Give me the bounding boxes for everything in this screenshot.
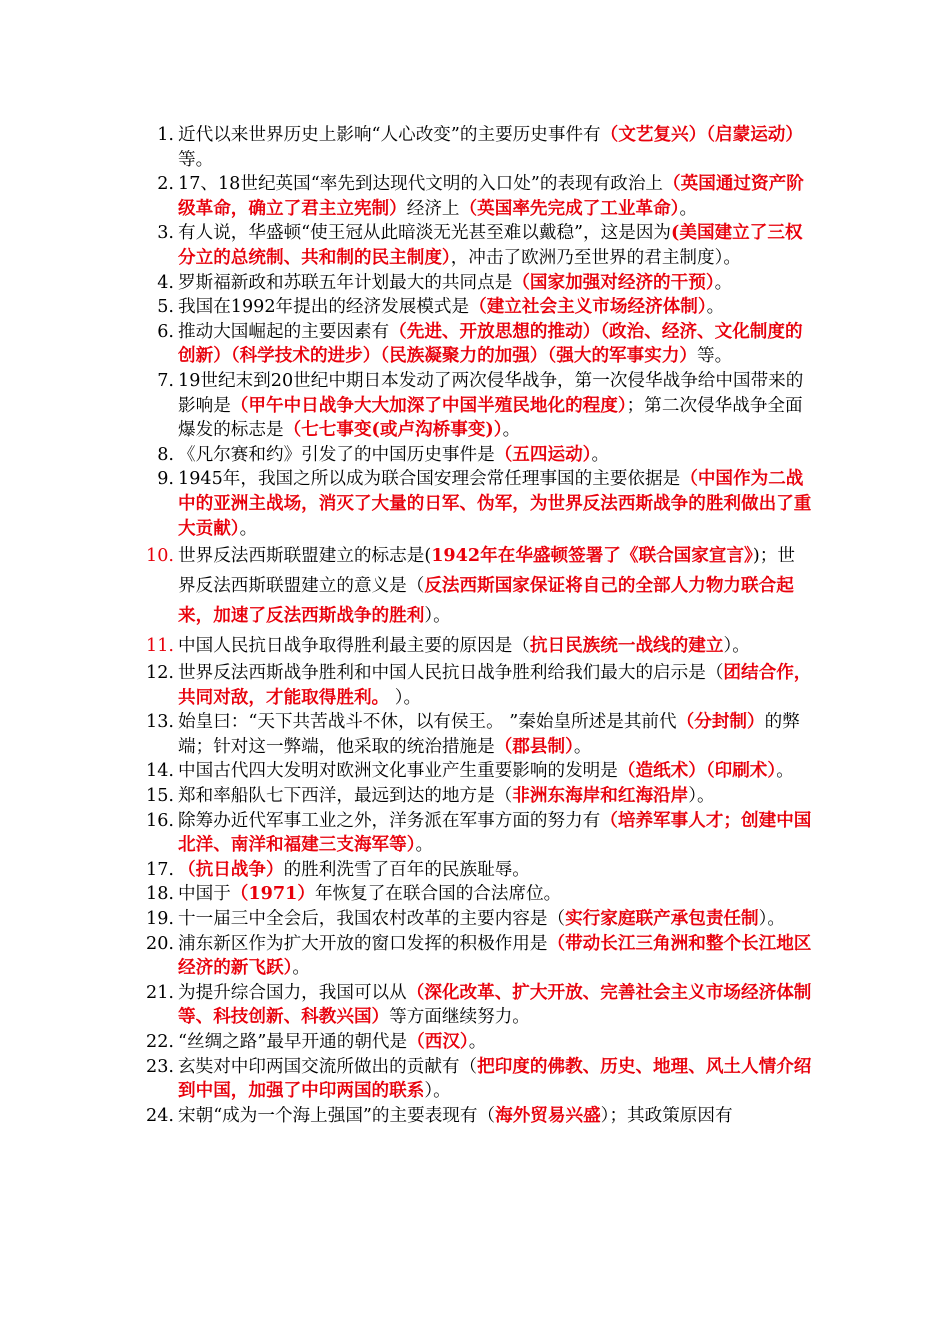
list-item [140,172,812,221]
question-text: 玄奘对中印两国交流所做出的贡献有（ [178,1056,478,1077]
answer-text: （造纸术）（印刷术） [617,760,777,782]
question-text: ）。 [424,1081,451,1102]
item-text [178,761,794,781]
answer-text: (美国建立了三权分立的总统制、共和制的民主制度） [178,222,803,268]
question-text: 。 [776,761,794,782]
item-number: 20. [146,933,174,954]
question-text: ）；其政策原因有 [600,1105,733,1126]
question-text: 除筹办近代军事工业之外，洋务派在军事方面的努力有 [178,810,601,831]
list-item [140,271,812,296]
item-number: 23. [146,1056,174,1077]
list-item [140,369,812,443]
answer-text: （培养军事人才；创建中国北洋、南洋和福建三支海军等） [178,809,812,856]
item-text [178,786,715,806]
answer-text: 抗日民族统一战线的建立 [529,635,724,657]
item-text [178,125,803,170]
item-number: 10. [146,546,174,567]
answer-text: 海外贸易兴盛 [495,1104,601,1126]
answer-text: （抗日战争） [178,858,284,880]
question-text: 的弊端；针对这一弊端，他采取的统治措施是 [178,712,800,757]
answer-text: （国家加强对经济的干预） [512,271,715,293]
item-text [178,712,800,757]
question-text: 宋朝“成为一个海上强国”的主要表现有（ [178,1105,496,1126]
question-text: 我国在1992年提出的经济发展模式是 [178,297,470,318]
question-text: 等。 [178,149,214,170]
question-text: 世界反法西斯战争胜利和中国人民抗日战争胜利给我们最大的启示是（ [178,663,724,684]
answer-text: 把印度的佛教、历史、地理、风土人情介绍到中国，加强了中印两国的联系 [178,1055,812,1102]
item-text [178,811,811,856]
question-text: ，冲击了欧洲乃至世界的君主制度）。 [450,247,741,268]
item-number: 5. [157,297,174,318]
answer-text: 非洲东海岸和红海沿岸 [512,785,689,807]
list-item [140,443,812,468]
item-text [178,174,804,219]
question-text: ）。 [424,606,451,627]
list-item [140,123,812,172]
question-text: 的胜利洗雪了百年的民族耻辱。 [283,859,530,880]
question-text: 等方面继续努力。 [389,1007,530,1028]
item-text [178,546,795,626]
question-text: 1945年，我国之所以成为联合国安理会常任理事国的主要依据是 [178,469,681,490]
question-text: ）。 [688,786,715,807]
item-text [178,469,811,538]
list-item [140,631,812,661]
list-item [140,784,812,809]
item-number: 11. [146,636,174,657]
item-number: 3. [157,223,174,244]
question-text: 17、18世纪英国“率先到达现代文明的入口处”的表现有政治上 [178,174,664,195]
question-text: 。 [468,1032,487,1052]
item-text [178,663,811,708]
item-number: 8. [157,444,174,465]
answer-text: 反法西斯国家保证将自己的全部人力物力联合起来，加速了反法西斯战争的胜利 [178,575,794,627]
item-number: 19. [146,909,174,930]
answer-text: （文艺复兴）（启蒙运动） [600,124,803,145]
item-text [178,1057,811,1102]
item-text [178,297,724,317]
question-text: 罗斯福新政和苏联五年计划最大的共同点是 [178,272,513,293]
item-number: 15. [146,786,174,807]
answer-text: （建立社会主义市场经济体制） [469,296,707,318]
question-text: 中国人民抗日战争取得胜利最主要的原因是（ [178,636,530,657]
item-text [178,934,811,979]
item-text [178,273,732,293]
question-text: “丝绸之路”最早开通的朝代是 [178,1032,408,1052]
question-text: 。 [239,518,258,539]
item-number: 21. [146,982,174,1003]
answer-text: （带动长江三角洲和整个长江地区经济的新飞跃） [178,932,812,979]
question-text: 中国古代四大发明对欧洲文化事业产生重要影响的发明是 [178,761,618,782]
question-text: 等。 [697,346,733,367]
list-item [140,809,812,858]
item-number: 4. [157,272,174,293]
answer-text: （英国通过资产阶级革命，确立了君主立宪制） [178,173,804,219]
item-number: 14. [146,761,174,782]
question-text: )；世界反法西斯联盟建立的意义是（ [178,546,795,597]
item-text [178,983,811,1028]
answer-text: （中国作为二战中的亚洲主战场，消灭了大量的日军、伪军，为世界反法西斯战争的胜利做出了重大贡献） [178,468,812,539]
answer-text: （郡县制） [494,735,574,757]
answer-text: （英国率先完成了工业革命） [459,197,680,219]
answer-text: 团结合作，共同对敌，才能取得胜利。 [178,662,812,708]
item-text [178,371,803,440]
item-text [178,860,530,880]
list-item [140,1055,812,1104]
item-number: 2. [157,174,174,195]
item-number: 7. [157,370,174,391]
list-item [140,981,812,1030]
list-item [140,1030,812,1055]
question-text: 始皇曰：“天下共苦战斗不休，以有侯王。 ”秦始皇所述是其前代 [178,712,677,733]
question-text: 年恢复了在联合国的合法席位。 [314,884,562,905]
question-text: 经济上 [406,198,460,219]
item-number: 18. [146,884,174,905]
list-item [140,858,812,883]
item-number: 1. [157,125,174,145]
item-number: 16. [146,810,174,831]
question-text: 十一届三中全会后，我国农村改革的主要内容是（ [178,909,566,930]
question-text: 推动大国崛起的主要因素有 [178,321,390,342]
list-item [140,661,812,710]
question-text: 。 [573,736,592,757]
item-text [178,1032,486,1052]
question-text: ）。 [389,687,422,708]
question-text: 浦东新区作为扩大开放的窗口发挥的积极作用是 [178,933,548,954]
question-text: 世界反法西斯联盟建立的标志是( [178,546,432,567]
item-number: 13. [146,712,174,733]
list-item [140,320,812,369]
question-text: ）。 [723,636,750,657]
list-item [140,295,812,320]
answer-text: 1942年在华盛顿签署了《联合国家宣言》 [431,545,753,567]
answer-text: （先进、开放思想的推动）（政治、经济、文化制度的创新）（科学技术的进步）（民族凝聚力的加强）（强大的军事实力） [178,320,803,367]
answer-text: 实行家庭联产承包责任制 [565,908,759,930]
question-text: 19世纪末到20世纪中期日本发动了两次侵华战争，第一次侵华战争给中国带来的影响是 [178,370,804,416]
answer-text: （五四运动） [494,443,592,465]
question-text: 。 [591,444,610,465]
answer-text: （西汉） [407,1031,469,1052]
list-item [140,882,812,907]
answer-text: （分封制） [676,711,765,733]
item-text [178,909,785,929]
question-text: 。 [292,958,310,979]
question-text: 郑和率船队七下西洋，最远到达的地方是（ [178,786,513,807]
question-text: 为提升综合国力，我国可以从 [178,982,407,1003]
question-text: 。 [679,198,698,219]
item-text [178,636,750,656]
item-number: 6. [157,321,174,342]
item-number: 9. [157,469,174,490]
answer-text: （七七事变(或卢沟桥事变)） [283,419,503,441]
question-text: 中国于 [178,884,231,905]
list-item [140,710,812,759]
item-text [178,884,561,904]
list-item [140,932,812,981]
item-text [178,223,803,268]
answer-text: （1971） [230,883,315,905]
question-text: 《凡尔赛和约》引发了的中国历史事件是 [178,444,495,465]
item-text [178,445,609,465]
item-number: 24. [146,1105,174,1126]
answer-text: （甲午中日战争大大加深了中国半殖民地化的程度） [230,394,627,416]
list-item [140,541,812,631]
question-text: 。 [415,835,434,856]
question-text: 有人说，华盛顿“使王冠从此暗淡无光甚至难以戴稳”，这是因为 [178,223,672,244]
item-number: 12. [146,663,174,684]
answer-text: （深化改革、扩大开放、完善社会主义市场经济体制等、科技创新、科教兴国） [178,981,812,1028]
list-item [140,907,812,932]
question-text: ）。 [758,909,786,930]
item-number: 17. [146,859,174,880]
list-item [140,221,812,270]
question-text: 。 [502,420,521,441]
question-text: 。 [706,297,725,318]
item-text [178,1106,733,1126]
list-item [140,467,812,541]
item-number: 22. [146,1032,174,1052]
item-text [178,322,803,367]
question-text: 近代以来世界历史上影响“人心改变”的主要历史事件有 [178,125,601,145]
list-item [140,759,812,784]
question-text: 。 [714,272,733,293]
question-text: ；第二次侵华战争全面爆发的标志是 [178,395,803,441]
list-item [140,1104,812,1129]
question-answer-list [140,123,812,1128]
